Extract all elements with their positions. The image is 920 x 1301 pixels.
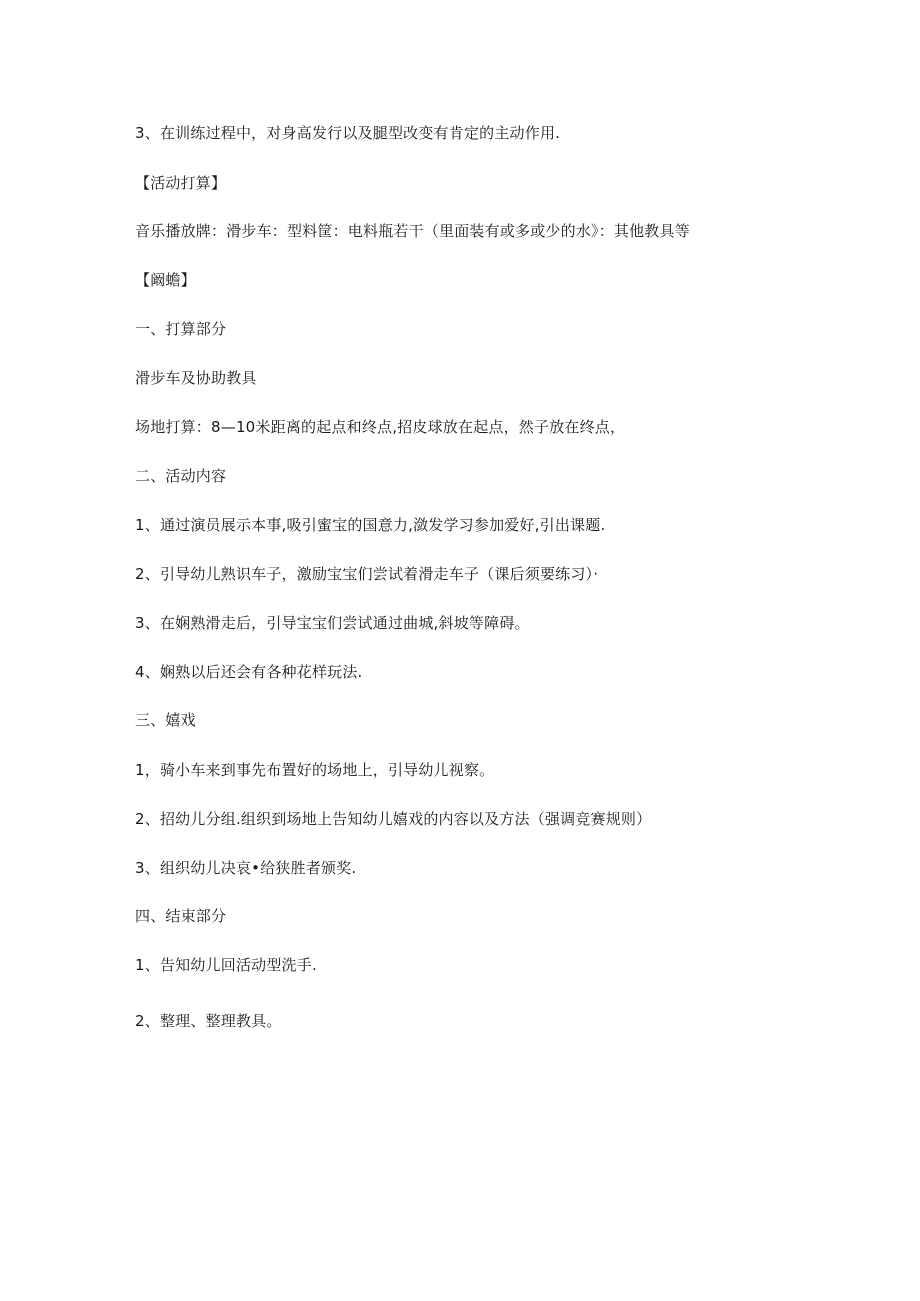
- heading-process: 【阚蟾】: [135, 271, 196, 289]
- list-item-content-2: 2、引导幼儿熟识车子，激励宝宝们尝试着滑走车子（课后须要练习）·: [135, 565, 599, 583]
- paragraph-goal-3: 3、在训练过程中，对身高发行以及腿型改变有肯定的主动作用.: [135, 124, 561, 142]
- list-item-game-3: 3、组织幼儿决哀•给狭胜者颁奖.: [135, 859, 357, 877]
- list-item-closing-1: 1、告知幼儿回活动型洗手.: [135, 956, 317, 974]
- paragraph-materials: 音乐播放牌：滑步车：型料筐：电料瓶若干（里面装有或多或少的水》：其他教具等: [135, 222, 690, 240]
- heading-activity-prep: 【活动打算】: [135, 174, 227, 192]
- section-heading-content: 二、活动内容: [135, 467, 227, 485]
- section-heading-game: 三、嬉戏: [135, 711, 196, 729]
- list-item-game-2: 2、招幼儿分组.组织到场地上告知幼儿嬉戏的内容以及方法（强调竞赛规则）: [135, 810, 652, 828]
- section-heading-closing: 四、结束部分: [135, 907, 227, 925]
- list-item-game-1: 1，骑小车来到事先布置好的场地上，引导幼儿视察。: [135, 761, 495, 779]
- paragraph-venue: 场地打算：8—10米距离的起点和终点,招皮球放在起点，然子放在终点，: [135, 418, 626, 436]
- section-heading-prep: 一、打算部分: [135, 320, 227, 338]
- list-item-content-4: 4、娴熟以后还会有各种花样玩法.: [135, 663, 363, 681]
- list-item-closing-2: 2、整理、整理教具。: [135, 1012, 282, 1030]
- list-item-content-3: 3、在娴熟滑走后，引导宝宝们尝试通过曲城,斜坡等障碍。: [135, 614, 530, 632]
- paragraph-equipment: 滑步车及协助教具: [135, 369, 257, 387]
- list-item-content-1: 1、通过演员展示本事,吸引蜜宝的国意力,潋发学习参加爱好,引出课题.: [135, 516, 606, 534]
